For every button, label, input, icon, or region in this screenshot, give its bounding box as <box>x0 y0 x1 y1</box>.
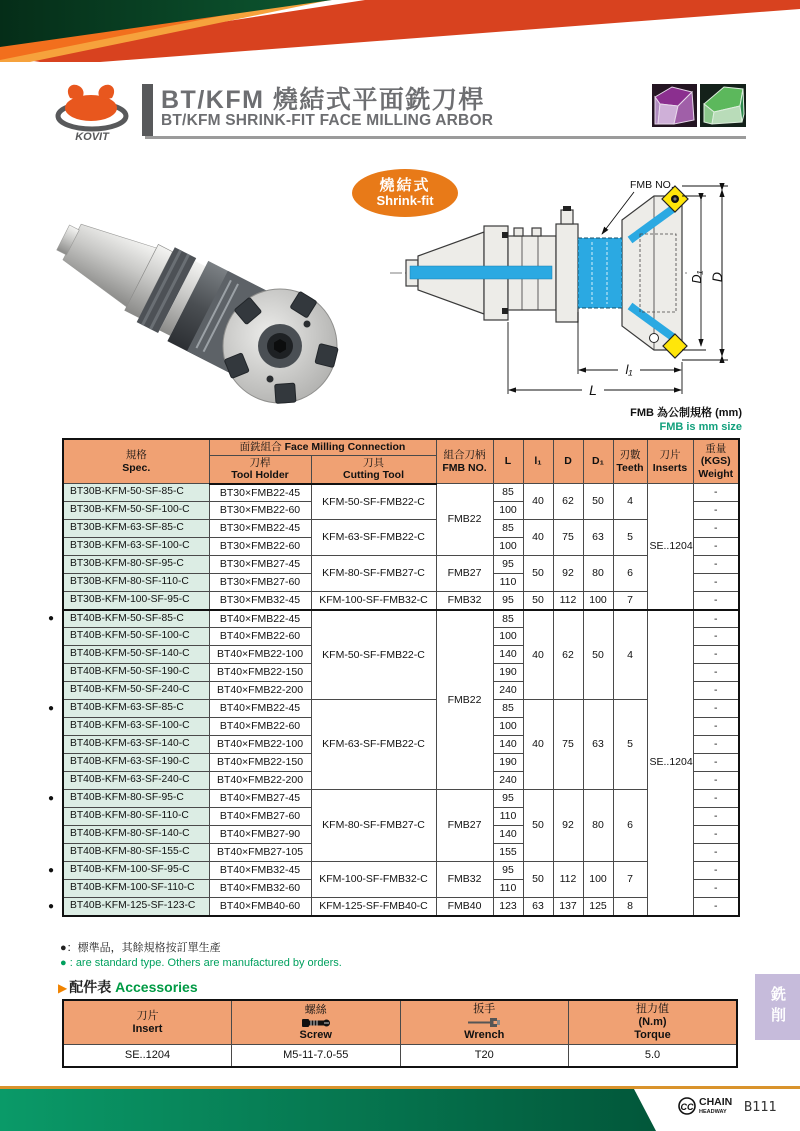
value-cell: BT30×FMB27-45 <box>209 556 311 574</box>
spec-row <box>63 556 739 574</box>
col-header-cutting-tool: 刀具 Cutting Tool <box>311 455 436 484</box>
fmb-connection-zone <box>578 238 622 308</box>
value-cell: 8 <box>613 898 647 916</box>
acc-header-screw: 螺絲 Screw <box>232 1000 401 1045</box>
value-cell: 4 <box>613 610 647 700</box>
value-cell: 75 <box>553 520 583 556</box>
col-header-tool-holder: 刀桿 Tool Holder <box>209 455 311 484</box>
value-cell: BT40×FMB22-45 <box>209 610 311 628</box>
value-cell: - <box>693 628 739 646</box>
value-cell: - <box>693 682 739 700</box>
value-cell: KFM-100-SF-FMB32-C <box>311 862 436 898</box>
dim-l-label: L <box>589 382 597 398</box>
value-cell: BT40×FMB22-200 <box>209 772 311 790</box>
col-header-inserts: 刀片 Inserts <box>647 439 693 484</box>
standard-dot: ● <box>48 702 55 714</box>
footer-green-band <box>0 1089 656 1131</box>
logo-text: KOVIT <box>75 131 109 143</box>
value-cell: 95 <box>493 790 523 808</box>
value-cell: 75 <box>553 700 583 790</box>
value-cell: 50 <box>523 556 553 592</box>
kovit-logo <box>46 78 138 144</box>
value-cell: 140 <box>493 826 523 844</box>
spec-cell: BT30B-KFM-63-SF-85-C <box>63 520 209 538</box>
brand-name-bottom: HEADWAY <box>699 1109 727 1115</box>
acc-value-insert: SE..1204 <box>63 1045 232 1067</box>
value-cell: 62 <box>553 610 583 700</box>
value-cell: - <box>693 556 739 574</box>
logo-claw-right <box>98 85 114 100</box>
page-title-zh: BT/KFM 燒結式平面銑刀桿 <box>161 86 485 114</box>
acc-value-screw: M5-11-7.0-55 <box>232 1045 401 1067</box>
header-divider <box>145 136 746 139</box>
value-cell: 110 <box>493 808 523 826</box>
spec-cell: BT40B-KFM-50-SF-85-C ● <box>63 610 209 628</box>
value-cell: 40 <box>523 484 553 520</box>
value-cell: FMB32 <box>436 862 493 898</box>
spec-cell: BT40B-KFM-63-SF-100-C <box>63 718 209 736</box>
value-cell: KFM-50-SF-FMB22-C <box>311 610 436 700</box>
value-cell: - <box>693 520 739 538</box>
top-banner <box>0 0 800 64</box>
acc-header-torque: 扭力值 (N.m) Torque <box>569 1000 738 1045</box>
col-header-face-milling: 面銑組合 Face Milling Connection <box>209 439 436 455</box>
value-cell: 50 <box>523 862 553 898</box>
logo-body <box>65 95 117 121</box>
value-cell: - <box>693 610 739 628</box>
value-cell: - <box>693 844 739 862</box>
spec-cell: BT40B-KFM-50-SF-100-C <box>63 628 209 646</box>
standard-dot: ● <box>48 792 55 804</box>
spec-cell: BT40B-KFM-80-SF-140-C <box>63 826 209 844</box>
spec-cell: BT40B-KFM-80-SF-155-C <box>63 844 209 862</box>
dim-d1-label: D₁ <box>690 270 704 284</box>
unit-note <box>630 406 742 434</box>
spec-cell: BT30B-KFM-100-SF-95-C <box>63 592 209 610</box>
col-header-spec: 規格 Spec. <box>63 439 209 484</box>
spec-cell: BT40B-KFM-100-SF-110-C <box>63 880 209 898</box>
col-header-l1: l₁ <box>523 439 553 484</box>
value-cell: 92 <box>553 790 583 862</box>
spec-cell: BT30B-KFM-80-SF-110-C <box>63 574 209 592</box>
spec-row <box>63 610 739 628</box>
value-cell: KFM-100-SF-FMB32-C <box>311 592 436 610</box>
spec-cell: BT30B-KFM-80-SF-95-C <box>63 556 209 574</box>
value-cell: 6 <box>613 556 647 592</box>
col-header-D1: D₁ <box>583 439 613 484</box>
spec-cell: BT40B-KFM-100-SF-95-C ● <box>63 862 209 880</box>
value-cell: - <box>693 898 739 916</box>
value-cell: KFM-125-SF-FMB40-C <box>311 898 436 916</box>
unit-note-en: FMB is mm size <box>659 421 742 433</box>
value-cell: - <box>693 592 739 610</box>
value-cell: 85 <box>493 520 523 538</box>
fmb-no-label: FMB NO. <box>630 179 674 191</box>
value-cell: - <box>693 754 739 772</box>
acc-value-wrench: T20 <box>400 1045 569 1067</box>
value-cell: 40 <box>523 700 553 790</box>
value-cell: - <box>693 736 739 754</box>
value-cell: BT40×FMB27-45 <box>209 790 311 808</box>
value-cell: 100 <box>493 628 523 646</box>
spec-cell: BT40B-KFM-80-SF-110-C <box>63 808 209 826</box>
value-cell: FMB22 <box>436 484 493 556</box>
value-cell: 50 <box>523 592 553 610</box>
value-cell: 85 <box>493 610 523 628</box>
standard-dot: ● <box>48 612 55 624</box>
value-cell: 85 <box>493 484 523 502</box>
spec-row <box>63 862 739 880</box>
value-cell: - <box>693 646 739 664</box>
standard-dot: ● <box>48 864 55 876</box>
value-cell: BT40×FMB40-60 <box>209 898 311 916</box>
value-cell: - <box>693 664 739 682</box>
value-cell: BT40×FMB22-150 <box>209 754 311 772</box>
value-cell: FMB32 <box>436 592 493 610</box>
value-cell: 63 <box>523 898 553 916</box>
value-cell: 110 <box>493 880 523 898</box>
value-cell: 190 <box>493 664 523 682</box>
unit-note-zh: FMB 為公制規格 (mm) <box>630 407 742 419</box>
value-cell: 80 <box>583 790 613 862</box>
value-cell: BT30×FMB22-45 <box>209 484 311 502</box>
value-cell: 40 <box>523 610 553 700</box>
value-cell: BT30×FMB22-45 <box>209 520 311 538</box>
accessories-table <box>62 999 738 1068</box>
acc-header-insert: 刀片 Insert <box>63 1000 232 1045</box>
footer <box>0 1086 800 1131</box>
value-cell: 100 <box>493 718 523 736</box>
value-cell: 110 <box>493 574 523 592</box>
spec-cell: BT30B-KFM-50-SF-85-C <box>63 484 209 502</box>
value-cell: - <box>693 700 739 718</box>
value-cell: - <box>693 808 739 826</box>
col-header-teeth: 刃數 Teeth <box>613 439 647 484</box>
value-cell: BT40×FMB22-45 <box>209 700 311 718</box>
coolant-channel <box>410 266 552 279</box>
value-cell: 63 <box>583 520 613 556</box>
badge-text-en: Shrink-fit <box>376 193 434 208</box>
value-cell: KFM-80-SF-FMB27-C <box>311 790 436 862</box>
spec-cell: BT40B-KFM-63-SF-190-C <box>63 754 209 772</box>
badge-text-zh: 燒結式 <box>379 177 431 194</box>
value-cell: 140 <box>493 646 523 664</box>
value-cell: - <box>693 538 739 556</box>
brand-monogram: CC <box>680 1102 694 1112</box>
value-cell: 100 <box>583 592 613 610</box>
value-cell: - <box>693 880 739 898</box>
note-zh: ●：標準品，其餘規格按訂單生產 <box>60 942 221 954</box>
side-tab-milling: 銑削 <box>755 974 800 1040</box>
page-title-en: BT/KFM SHRINK-FIT FACE MILLING ARBOR <box>161 112 494 129</box>
value-cell: 50 <box>583 484 613 520</box>
value-cell: 7 <box>613 592 647 610</box>
logo-claw-left <box>68 85 84 100</box>
spec-row <box>63 700 739 718</box>
gem-green-icon <box>700 84 746 127</box>
value-cell: KFM-63-SF-FMB22-C <box>311 700 436 790</box>
spec-row <box>63 898 739 916</box>
value-cell: 123 <box>493 898 523 916</box>
value-cell: SE..1204 <box>647 610 693 916</box>
footer-accent-line <box>0 1086 800 1089</box>
value-cell: BT30×FMB22-60 <box>209 538 311 556</box>
product-photo <box>52 158 362 413</box>
value-cell: - <box>693 484 739 502</box>
value-cell: - <box>693 772 739 790</box>
value-cell: FMB40 <box>436 898 493 916</box>
acc-header-wrench: 扳手 Wrench <box>400 1000 569 1045</box>
value-cell: 112 <box>553 862 583 898</box>
value-cell: 95 <box>493 556 523 574</box>
cutter-head <box>223 289 338 403</box>
value-cell: 80 <box>583 556 613 592</box>
col-header-weight: 重量 (KGS) Weight <box>693 439 739 484</box>
screw-icon <box>302 1018 330 1028</box>
value-cell: KFM-50-SF-FMB22-C <box>311 484 436 520</box>
value-cell: 4 <box>613 484 647 520</box>
spec-row <box>63 520 739 538</box>
value-cell: - <box>693 718 739 736</box>
value-cell: BT40×FMB22-100 <box>209 736 311 754</box>
spec-cell: BT40B-KFM-80-SF-95-C ● <box>63 790 209 808</box>
footer-brand-logo <box>679 1096 732 1115</box>
spec-cell: BT40B-KFM-50-SF-240-C <box>63 682 209 700</box>
value-cell: BT40×FMB22-100 <box>209 646 311 664</box>
acc-value-torque: 5.0 <box>569 1045 738 1067</box>
value-cell: BT30×FMB32-45 <box>209 592 311 610</box>
value-cell: 240 <box>493 682 523 700</box>
spec-cell: BT40B-KFM-50-SF-140-C <box>63 646 209 664</box>
dim-d-label: D <box>709 271 725 283</box>
value-cell: - <box>693 790 739 808</box>
value-cell: - <box>693 826 739 844</box>
spec-cell: BT40B-KFM-63-SF-240-C <box>63 772 209 790</box>
spec-cell: BT40B-KFM-63-SF-140-C <box>63 736 209 754</box>
value-cell: FMB27 <box>436 790 493 862</box>
accessories-values-row <box>63 1045 737 1067</box>
spec-cell: BT40B-KFM-63-SF-85-C ● <box>63 700 209 718</box>
value-cell: 112 <box>553 592 583 610</box>
value-cell: 155 <box>493 844 523 862</box>
section-arrow-icon: ▶ <box>58 981 68 995</box>
value-cell: BT40×FMB22-200 <box>209 682 311 700</box>
value-cell: 240 <box>493 772 523 790</box>
value-cell: KFM-63-SF-FMB22-C <box>311 520 436 556</box>
technical-drawing <box>386 176 748 400</box>
value-cell: 63 <box>583 700 613 790</box>
value-cell: BT40×FMB22-60 <box>209 628 311 646</box>
spec-cell: BT30B-KFM-63-SF-100-C <box>63 538 209 556</box>
value-cell: 62 <box>553 484 583 520</box>
value-cell: BT30×FMB22-60 <box>209 502 311 520</box>
value-cell: 100 <box>493 502 523 520</box>
value-cell: 95 <box>493 592 523 610</box>
value-cell: BT40×FMB27-60 <box>209 808 311 826</box>
value-cell: 40 <box>523 520 553 556</box>
spec-cell: BT40B-KFM-50-SF-190-C <box>63 664 209 682</box>
col-header-D: D <box>553 439 583 484</box>
value-cell: 50 <box>523 790 553 862</box>
accessories-title: ▶ 配件表 Accessories <box>58 979 198 995</box>
title-accent-bar <box>142 84 153 136</box>
standard-dot: ● <box>48 900 55 912</box>
value-cell: 125 <box>583 898 613 916</box>
value-cell: 7 <box>613 862 647 898</box>
value-cell: KFM-80-SF-FMB27-C <box>311 556 436 592</box>
gem-purple-icon <box>652 84 697 127</box>
value-cell: - <box>693 502 739 520</box>
brand-name-top: CHAIN <box>699 1096 733 1108</box>
value-cell: 137 <box>553 898 583 916</box>
note-en: ● : are standard type. Others are manufactured by orders. <box>60 957 342 969</box>
value-cell: 100 <box>583 862 613 898</box>
value-cell: 6 <box>613 790 647 862</box>
spec-cell: BT30B-KFM-50-SF-100-C <box>63 502 209 520</box>
value-cell: BT40×FMB22-60 <box>209 718 311 736</box>
spec-row <box>63 484 739 502</box>
dim-l1-label: l₁ <box>625 362 633 377</box>
value-cell: 50 <box>583 610 613 700</box>
value-cell: 85 <box>493 700 523 718</box>
value-cell: 5 <box>613 520 647 556</box>
value-cell: 140 <box>493 736 523 754</box>
page-number: B111 <box>744 1099 777 1115</box>
value-cell: BT30×FMB27-60 <box>209 574 311 592</box>
value-cell: - <box>693 574 739 592</box>
value-cell: FMB22 <box>436 610 493 790</box>
value-cell: BT40×FMB27-90 <box>209 826 311 844</box>
value-cell: SE..1204 <box>647 484 693 610</box>
spec-row <box>63 790 739 808</box>
value-cell: FMB27 <box>436 556 493 592</box>
value-cell: - <box>693 862 739 880</box>
value-cell: BT40×FMB32-45 <box>209 862 311 880</box>
value-cell: 95 <box>493 862 523 880</box>
value-cell: BT40×FMB32-60 <box>209 880 311 898</box>
wrench-icon <box>467 1017 501 1028</box>
col-header-L: L <box>493 439 523 484</box>
spec-table-body <box>48 484 739 916</box>
standard-notes <box>60 941 342 971</box>
value-cell: 190 <box>493 754 523 772</box>
value-cell: 92 <box>553 556 583 592</box>
spec-cell: BT40B-KFM-125-SF-123-C ● <box>63 898 209 916</box>
spec-row <box>63 592 739 610</box>
value-cell: BT40×FMB22-150 <box>209 664 311 682</box>
value-cell: BT40×FMB27-105 <box>209 844 311 862</box>
value-cell: 100 <box>493 538 523 556</box>
col-header-fmb: 組合刀柄 FMB NO. <box>436 439 493 484</box>
value-cell: 5 <box>613 700 647 790</box>
spec-table <box>48 438 740 917</box>
